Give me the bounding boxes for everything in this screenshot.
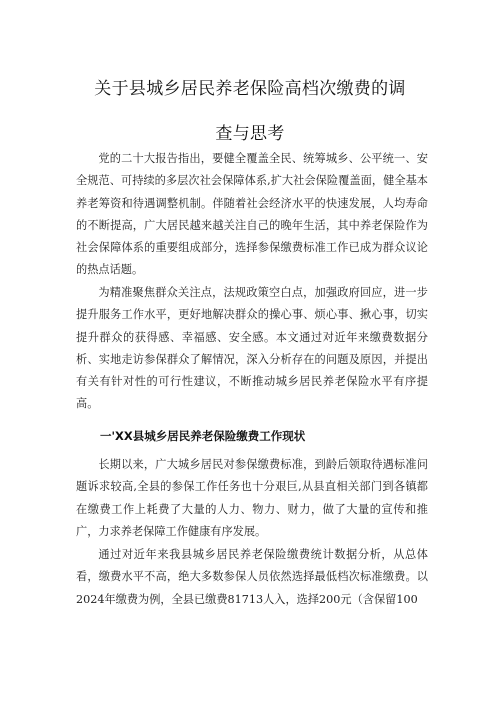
document-title-line-2: 查与思考 (215, 124, 285, 144)
section-heading: 一'XX县城乡居民养老保险缴费工作现状 (100, 429, 306, 443)
section-paragraph-2: 通过对近年来我县城乡居民养老保险缴费统计数据分析，从总体看，缴费水平不高，绝大多数参保人员依然选择最低档次标准缴费。以2024年缴费为例，全县已缴费81713人入，选择200元（含保留100 (76, 548, 428, 606)
section-paragraph-1: 长期以来，广大城乡居民对参保缴费标准，到龄后领取待遇标准问题诉求较高,全县的参保工作任务也十分艰巨,从县直相关部门到各镇都在缴费工作上耗费了大量的人力、物力、财力，做了大量的宣传和推广，力求养老保障工作健康有序发展。 (76, 458, 428, 538)
intro-paragraph-2: 为精准聚焦群众关注点，法规政策空白点，加强政府回应，进一步提升服务工作水平，更好地解决群众的操心事、烦心事、揪心事，切实提升群众的获得感、幸福感、安全感。本文通过对近年来缴费数据分析、实地走访参保群众了解情况，深入分析存在的问题及原因，并提出有关有针对性的可行性建议，不断推动城乡居民养老保险水平有序提高。 (76, 286, 428, 411)
intro-paragraph-1: 党的二十大报告指出，要健全覆盖全民、统筹城乡、公平统一、安全规范、可持续的多层次社会保障体系,扩大社会保险覆盖面，健全基本养老筹资和待遇调整机制。伴随着社会经济水平的快速发展，人均寿命的不断提高，广大居民越来越关注自己的晚年生活，其中养老保险作为社会保障体系的重要组成部分，选择参保缴费标准工作已成为群众议论的热点话题。 (76, 152, 428, 277)
document-title-line-1: 关于县城乡居民养老保险高档次缴费的调 (94, 79, 406, 99)
